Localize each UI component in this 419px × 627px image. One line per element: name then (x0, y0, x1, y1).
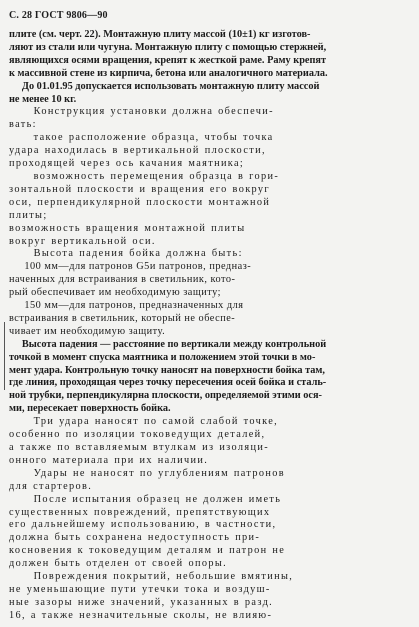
text-line: встраивания в светильник, который не обеспе- (9, 312, 236, 324)
text-line: проходящей через ось качания маятника; (9, 158, 245, 170)
text-line: плите (см. черт. 22). Монтажную плиту массой (10±1) кг изготов- (9, 29, 311, 40)
text-line: Повреждения покрытий, небольшие вмятины, (9, 571, 294, 583)
text-line: Удары не наносят по углублениям патронов (9, 467, 285, 479)
text-line: Высота падения бойка должна быть: (9, 248, 243, 260)
text-line: являющихся осями вращения, крепят к жесткой раме. Раму крепят (9, 54, 327, 66)
text-line: где линия, проходящая через точку пересечения осей бойка и сталь- (9, 377, 327, 389)
text-line: особенно по изоляции токоведущих деталей, (9, 429, 266, 441)
text-line: ной трубки, перпендикулярна плоскости, определяемой этими ося- (9, 390, 322, 402)
margin-mark (4, 322, 5, 390)
text-line: косновения к токоведущим деталям и патрон не (9, 545, 286, 557)
text-line: вать: (9, 119, 37, 131)
text-line: его дальнейшему использованию, в частности, (9, 519, 277, 531)
text-line: После испытания образец не должен иметь (9, 493, 282, 505)
text-line: а также по вставляемым втулкам из изоляци- (9, 442, 269, 453)
text-line: оси, перпендикулярной плоскости монтажной (9, 196, 271, 208)
text-line: 100 мм—для патронов G5и патронов, предназ- (9, 261, 252, 273)
text-line: не менее 10 кг. (9, 93, 77, 105)
page-header: С. 28 ГОСТ 9806—90 (9, 10, 108, 21)
text-line: наченных для встраивания в светильник, кото- (9, 274, 236, 286)
text-line: возможность вращения монтажной плиты (9, 222, 246, 234)
text-line: рый обеспечивает им необходимую защиту; (9, 287, 222, 299)
text-line: должен быть отделен от своей опоры. (9, 558, 228, 570)
text-line: До 01.01.95 допускается использовать монтажную плиту массой (9, 80, 320, 92)
text-line: Конструкция установки должна обеспечи- (9, 106, 274, 118)
text-line: возможность перемещения образца в гори- (9, 170, 280, 182)
text-line: онного материала при их наличии. (9, 454, 209, 466)
text-line: к массивной стене из кирпича, бетона или аналогичного материала. (9, 67, 328, 79)
text-line: ми, пересекает поверхность бойка. (9, 403, 171, 415)
text-line: не уменьшающие пути утечки тока и воздуш- (9, 583, 271, 595)
text-line: такое расположение образца, чтобы точка (9, 132, 274, 144)
text-line: 16, а также незначительные сколы, не влияю- (9, 609, 273, 621)
text-line: удара находилась в вертикальной плоскости, (9, 145, 266, 157)
text-line: точкой в момент спуска маятника и положением этой точки в мо- (9, 351, 316, 363)
text-line: зонтальной плоскости и вращения его вокруг (9, 183, 270, 195)
body-text (9, 29, 407, 623)
text-line: ные зазоры ниже значений, указанных в разд. (9, 596, 274, 608)
text-line: плиты; (9, 209, 48, 221)
text-line: мент удара. Контрольную точку наносят на поверхности бойка там, (9, 364, 326, 376)
text-line: для стартеров. (9, 480, 93, 492)
text-line: чивает им необходимую защиту. (9, 325, 166, 337)
text-line: 150 мм—для патронов, предназначенных для (9, 300, 244, 312)
text-line: ляют из стали или чугуна. Монтажную плиту с помощью стержней, (9, 41, 327, 53)
text-line: вокруг вертикальной оси. (9, 235, 156, 247)
text-line: существенных повреждений, препятствующих (9, 506, 271, 518)
text-line: Три удара наносят по самой слабой точке, (9, 416, 279, 428)
text-line: Высота падения — расстояние по вертикали между контрольной (9, 338, 327, 350)
text-line: должна быть сохранена недоступность при- (9, 532, 261, 544)
